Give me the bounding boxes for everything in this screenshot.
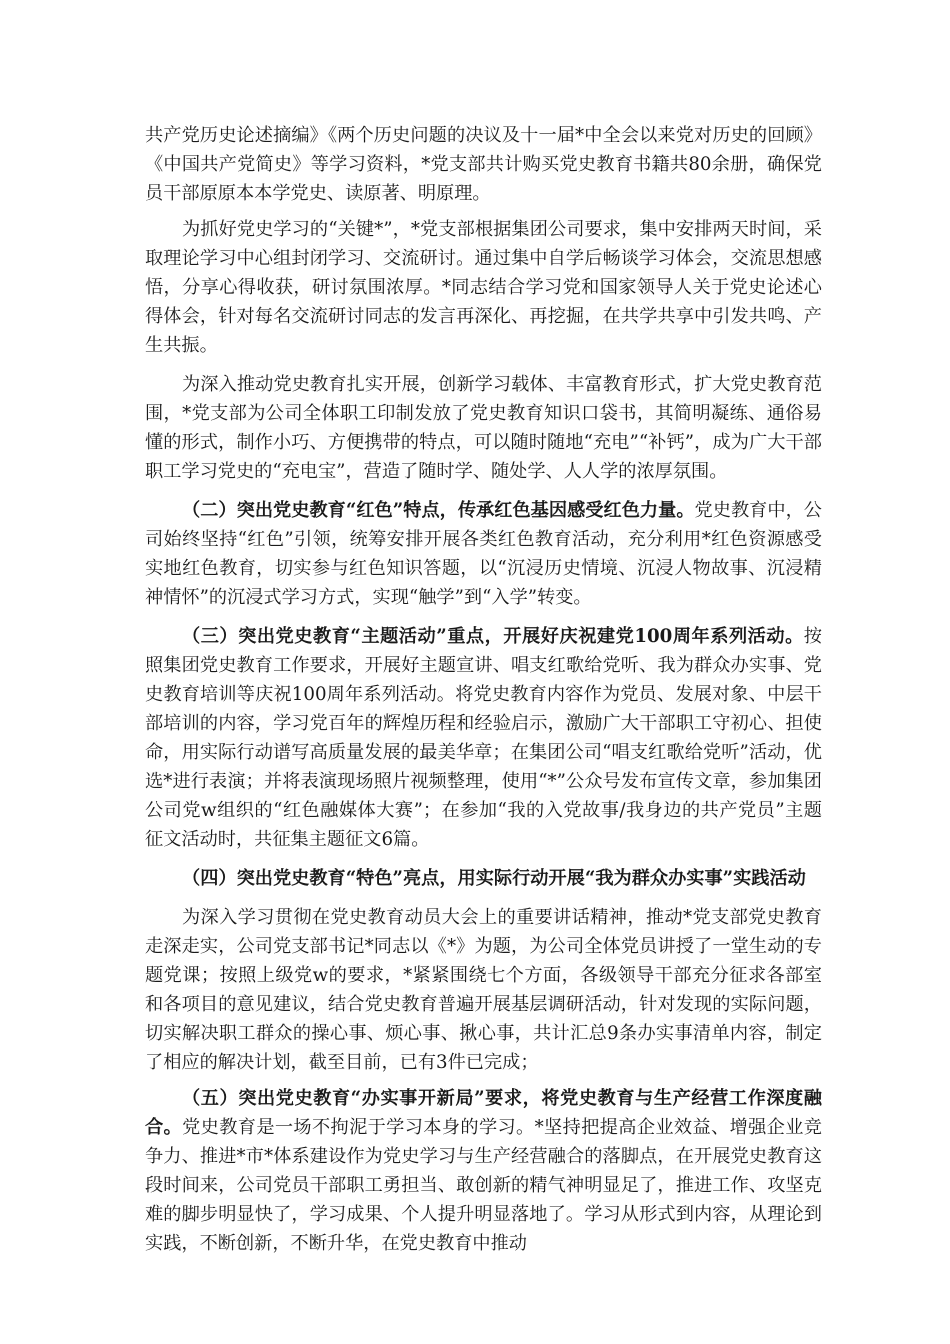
paragraph-theme-activities-heading: （三）突出党史教育“主题活动”重点，开展好庆祝建党100周年系列活动。 (182, 626, 804, 647)
section-heading-practice: （四）突出党史教育“特色”亮点，用实际行动开展“我为群众办实事”实践活动 (182, 868, 806, 889)
paragraph-pocket-book: 为深入推动党史教育扎实开展，创新学习载体、丰富教育形式，扩大党史教育范围，*党支部为公司全体职工印制发放了党史教育知识口袋书，其简明凝练、通俗易懂的形式，制作小巧、方便携带的特点，可以随时随地“充电”“补钙”，成为广大干部职工学习党史的“充电宝”，营造了随时学、随处学、人人学的浓厚氛围。 (145, 374, 822, 482)
paragraph-production-integration-body: 党史教育是一场不拘泥于学习本身的学习。*坚持把提高企业效益、增强企业竞争力、推进*市*体系建设作为党史学习与生产经营融合的落脚点，在开展党史教育这段时间来，公司党员干部职工勇担当、敢创新的精气神明显足了，推进工作、攻坚克难的脚步明显快了，学习成果、个人提升明显落地了。学习从形式到内容，从理论到实践，不断创新，不断升华，在党史教育中推动 (145, 1117, 822, 1254)
paragraph-study-materials: 共产党历史论述摘编》《两个历史问题的决议及十一届*中全会以来党对历史的回顾》《中国共产党简史》等学习资料，*党支部共计购买党史教育书籍共80余册，确保党员干部原原本本学党史、读原著、明原理。 (145, 125, 822, 204)
paragraph-theme-activities (145, 622, 822, 854)
paragraph-practice-activities: 为深入学习贯彻在党史教育动员大会上的重要讲话精神，推动*党支部党史教育走深走实，公司党支部书记*同志以《*》为题，为公司全体党员讲授了一堂生动的专题党课；按照上级党w的要求，*紧紧围绕七个方面，各级领导干部充分征求各部室和各项目的意见建议，结合党史教育普遍开展基层调研活动，针对发现的实际问题，切实解决职工群众的操心事、烦心事、揪心事，共计汇总9条办实事清单内容，制定了相应的解决计划，截至目前，已有3件已完成； (145, 907, 822, 1073)
paragraph-theme-activities-body: 按照集团党史教育工作要求，开展好主题宣讲、唱支红歌给党听、我为群众办实事、党史教育培训等庆祝100周年系列活动。将党史教育内容作为党员、发展对象、中层干部培训的内容，学习党百年的辉煌历程和经验启示，激励广大干部职工守初心、担使命，用实际行动谱写高质量发展的最美华章；在集团公司“唱支红歌给党听”活动，优选*进行表演；并将表演现场照片视频整理，使用“*”公众号发布宣传文章，参加集团公司党w组织的“红色融媒体大赛”；在参加“我的入党故事/我身边的共产党员”主题征文活动时，共征集主题征文6篇。 (145, 626, 822, 850)
paragraph-production-integration (145, 1084, 822, 1258)
paragraph-red-feature-heading: （二）突出党史教育“红色”特点，传承红色基因感受红色力量。 (182, 500, 695, 521)
paragraph-key-study: 为抓好党史学习的“关键*”，*党支部根据集团公司要求，集中安排两天时间，采取理论学习中心组封闭学习、交流研讨。通过集中自学后畅谈学习体会，交流思想感悟，分享心得收获，研讨氛围浓厚。*同志结合学习党和国家领导人关于党史论述心得体会，针对每名交流研讨同志的发言再深化、再挖掘，在共学共享中引发共鸣、产生共振。 (145, 219, 822, 356)
paragraph-red-feature-body: 党史教育中，公司始终坚持“红色”引领，统筹安排开展各类红色教育活动，充分利用*红色资源感受实地红色教育，切实参与红色知识答题，以“沉浸历史情境、沉浸人物故事、沉浸精神情怀”的沉浸式学习方式，实现“触学”到“入学”转变。 (145, 500, 822, 608)
paragraph-red-feature (145, 496, 822, 612)
paragraph-production-integration-heading: （五）突出党史教育“办实事开新局”要求，将党史教育与生产经营工作深度融合。 (145, 1088, 822, 1138)
